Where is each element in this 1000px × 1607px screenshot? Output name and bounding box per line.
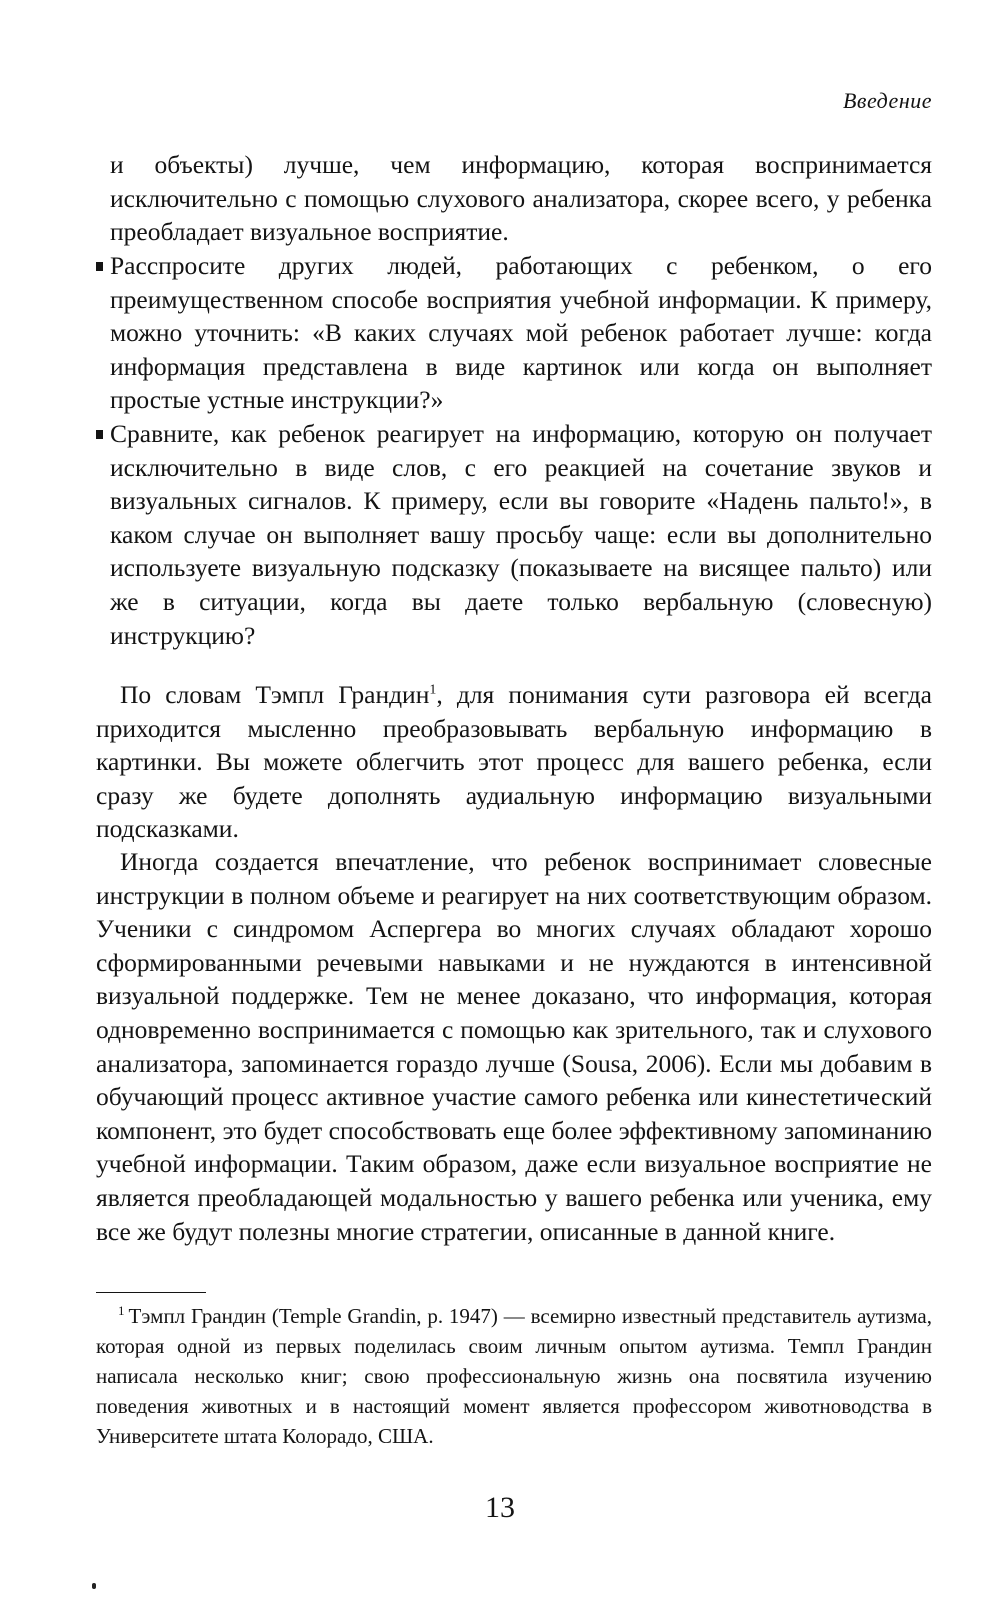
print-speck xyxy=(92,1583,96,1589)
running-head: Введение xyxy=(842,88,932,113)
square-bullet-icon xyxy=(96,262,103,271)
bullet-item xyxy=(96,249,932,417)
paragraph-text-end: , для понимания сути разговора ей всегда приходится мысленно преобразовывать вербальную информацию в картинки. Вы можете облегчить этот процесс для вашего ребенка, если сразу же будете дополнять аудиальную информацию визуальными подсказками. xyxy=(96,680,932,844)
footnote-divider xyxy=(96,1292,206,1293)
paragraph-verbal-instructions: Иногда создается впечатление, что ребенок воспринимает словесные инструкции в полном объеме и реагирует на них соответствующим образом. Ученики с синдромом Аспергера во многих случаях обладают хорошо сформированными речевыми навыками и не нуждаются в интенсивной визуальной поддержке. Тем не менее доказано, что информация, которая одновременно воспринимается с помощью как зрительного, так и слухового анализатора, запоминается гораздо лучше (Sousa, 2006). Если мы добавим в обучающий процесс активное участие самого ребенка или кинестетический компонент, это будет способствовать еще более эффективному запоминанию учебной информации. Таким образом, даже если визуальное восприятие не является преобладающей модальностью у вашего ребенка или ученика, ему все же будут полезны многие стратегии, описанные в данной книге. xyxy=(96,847,932,1246)
bullet-item-text: Расспросите других людей, работающих с ребенком, о его преимущественном способе восприятия учебной информации. К примеру, можно уточнить: «В каких случаях мой ребенок работает лучше: когда информация представлена в виде картинок или когда он выполняет простые устные инструкции?» xyxy=(110,251,932,415)
footnote-text: Тэмпл Грандин (Temple Grandin, р. 1947) — всемирно известный представитель аутизма, которая одной из первых поделилась своим личным опытом аутизма. Темпл Грандин написала несколько книг; свою профессиональную жизнь она посвятила изучению поведения животных и в настоящий момент является профессором животноводства в Университете штата Колорадо, США. xyxy=(96,1304,932,1448)
paragraph-grandin xyxy=(96,678,932,846)
bullet-item-text: Сравните, как ребенок реагирует на информацию, которую он получает исключительно в виде слов, с его реакцией на сочетание звуков и визуальных сигналов. К примеру, если вы говорите «Надень пальто!», в каком случае он выполняет вашу просьбу чаще: если вы дополнительно используете визуальную подсказку (показываете на висящее пальто) или же в ситуации, когда вы даете только вербальную (словесную) инструкцию? xyxy=(110,418,932,650)
footnote-reference: 1 xyxy=(429,682,437,698)
footnote xyxy=(96,1301,932,1451)
footnote-mark: 1 xyxy=(118,1303,125,1318)
bullet-continuation-text: и объекты) лучше, чем информацию, которая воспринимается исключительно с помощью слухового анализатора, скорее всего, у ребенка преобладает визуальное восприятие. xyxy=(110,150,932,247)
bullet-item xyxy=(96,417,932,652)
square-bullet-icon xyxy=(96,430,103,439)
bullet-list xyxy=(96,249,932,652)
page-number: 13 xyxy=(485,1491,515,1524)
paragraph-text-start: По словам Тэмпл Грандин xyxy=(120,680,430,709)
